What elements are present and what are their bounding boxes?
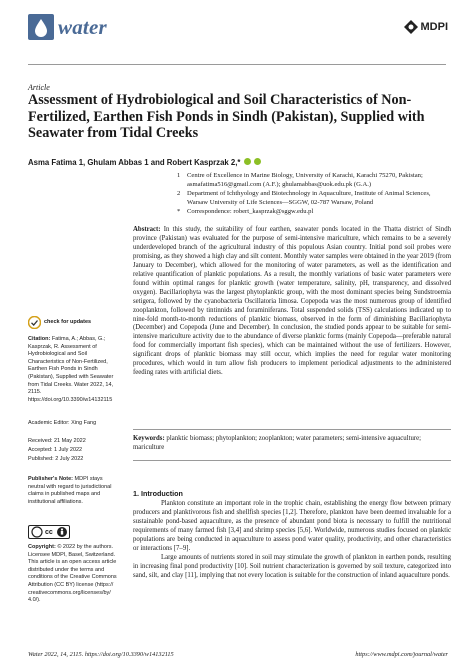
orcid-icon[interactable]: [254, 158, 261, 165]
correspondence: * Correspondence: robert_kasprzak@sggw.edu.pl: [177, 208, 314, 215]
intro-paragraph-2: Large amounts of nutrients stored in soil may stimulate the growth of plankton in earthen ponds, resulting in increasing final pond productivity [10]. Soil nutrient characterization is governed by soil texture, categorized into sand, silt, and clay [11], implying that not every location is suitable for the construction of inland aquaculture ponds.: [133, 553, 451, 579]
journal-name: water: [58, 14, 107, 39]
accepted-date: Accepted: 1 July 2022: [28, 447, 83, 453]
mdpi-icon: [404, 20, 418, 34]
abstract-label: Abstract:: [133, 226, 161, 233]
footer-citation[interactable]: Water 2022, 14, 2115. https://doi.org/10.3390/w14132115: [28, 651, 174, 658]
abstract: [133, 226, 451, 378]
by-icon: [56, 526, 68, 538]
abstract-divider-top: [133, 429, 451, 430]
orcid-icon[interactable]: [244, 158, 251, 165]
intro-text: [133, 500, 451, 581]
published-date: Published: 2 July 2022: [28, 456, 84, 462]
affiliation-1: 1 Centre of Excellence in Marine Biology, University of Karachi, Karachi 75270, Pakistan; asmafatima516@gmail.com (A.F.); ghulamabbas@uok.edu.pk (G.A.): [177, 172, 423, 188]
publisher-note-text: MDPI stays neutral with regard to jurisdictional claims in published maps and institutional affiliations.: [28, 476, 112, 505]
section-title: 1. Introduction: [133, 489, 183, 498]
article-type: Article: [28, 83, 50, 92]
editor-line: Academic Editor: Xing Fang: [28, 420, 97, 426]
copyright-text: © 2022 by the authors. Licensee MDPI, Basel, Switzerland. This article is an open access article distributed under the terms and conditions of the Creative Commons Attribution (CC BY) license (https:// creativecommons.org/licenses/by/ 4.0/).: [28, 544, 117, 604]
affiliation-2: 2 Department of Ichthyology and Biotechnology in Aquaculture, Institute of Animal Sciences, Warsaw University of Life Sciences—SGGW, 02-787 Warsaw, Poland: [177, 190, 431, 206]
check-updates-label: check for updates: [44, 319, 92, 326]
received-date: Received: 21 May 2022: [28, 438, 86, 444]
publisher-name: MDPI: [420, 21, 448, 33]
citation-label: Citation:: [28, 336, 51, 342]
cc-license-badge[interactable]: [28, 525, 70, 539]
header-divider: [28, 64, 446, 65]
publisher-note-label: Publisher's Note:: [28, 476, 74, 482]
author-names: Asma Fatima 1, Ghulam Abbas 1 and Robert Kasprzak 2,*: [28, 158, 241, 167]
cc-icon: [31, 526, 43, 538]
publisher-note: [28, 476, 120, 506]
cc-label: cc: [45, 528, 53, 536]
footer-journal-url[interactable]: https://www.mdpi.com/journal/water: [355, 651, 448, 658]
intro-paragraph-1: Plankton constitute an important role in the trophic chain, establishing the energy flow between primary producers and planktivorous fish and shellfish species [1,2]. Therefore, plankton have been deemed invaluable for a sustainable pond-based aquaculture, as the presence of abundant pond biota is necessary to fulfill the nutritional requirements of many farmed fish [3,4] and shrimp species [5,6]. Worldwide, numerous studies focused on planktic populations are being conducted in aquaculture to assess pond water quality, productivity, and other characteristics or interactions [7–9].: [133, 500, 451, 552]
page-footer: [28, 651, 448, 658]
copyright-block: [28, 544, 120, 605]
keywords: [133, 435, 451, 453]
publisher-logo: [404, 20, 449, 34]
check-for-updates[interactable]: [28, 316, 91, 329]
citation-text: Fatima, A.; Abbas, G.; Kasprzak, R. Assessment of Hydrobiological and Soil Characteristics of Non-Fertilized, Earthen Fish Ponds in Sindh (Pakistan), Supplied with Seawater from Tidal Creeks. Water 2022, 14, 2115. https://doi.org/10.3390/w14132115: [28, 336, 114, 403]
paper-title: Assessment of Hydrobiological and Soil Characteristics of Non-Fertilized, Earthen Fish Ponds in Sindh (Pakistan), Supplied with Seawater from Tidal Creeks: [28, 92, 425, 141]
citation-block: [28, 336, 120, 404]
check-updates-icon: [28, 316, 41, 329]
journal-logo: [28, 14, 107, 40]
keywords-label: Keywords:: [133, 435, 165, 442]
abstract-text: In this study, the suitability of four earthen, seawater ponds located in the Thatta district of Sindh province (Pakistan) was evaluated for the purpose of semi-intensive mariculture, which remains to be a severely underdeveloped branch of the agricultural industry of this populous Asian country. Initial pond soil probes were promising, as they showed a high clay and silt content. Monthly water samples were obtained in the year 2019 (from January to December), which allowed for the monitoring of water parameters, as well as the identification and relative quantification of planktic populations. As a result, the monthly variations of basic water parameters were found within optimal ranges for planktic growth (water temperature, salinity, pH, transparency, and dissolved oxygen). Bacillariophyta was the largest phytoplanktic group, with the most dominant species being Sundstroemia setigera, followed by the cyanobacteria Oscillatoria limosa. Copepoda was the most numerous group of identified zooplankton, followed by tintinnids and foraminiferans. Total suspended solids (TSS) calculations indicated up to nine-fold month-to-month reductions of planktic biomass, observed in the form of diminishing Bacillariophyta (December) and Copepoda (June and December). In conclusion, the studied ponds appear to be suitable for semi-intensive mariculture activity due to the abundance of diverse planktic forms (mainly Copepoda—preferable natural food for commercially important fish species), which can be maintained without the use of fertilizers. However, significant drops of planktic biomass may still occur, which implies the need for regular water monitoring procedures, which would in turn allow fish producers to implement periodical adjustments to the administered feeding rates with artificial diets.: [133, 226, 451, 377]
keywords-divider: [133, 460, 451, 461]
copyright-label: Copyright:: [28, 544, 56, 550]
water-drop-icon: [28, 14, 54, 40]
keywords-text: planktic biomass; phytoplankton; zooplankton; water parameters; semi-intensive aquaculture; mariculture: [133, 435, 422, 451]
author-list: [28, 158, 261, 167]
